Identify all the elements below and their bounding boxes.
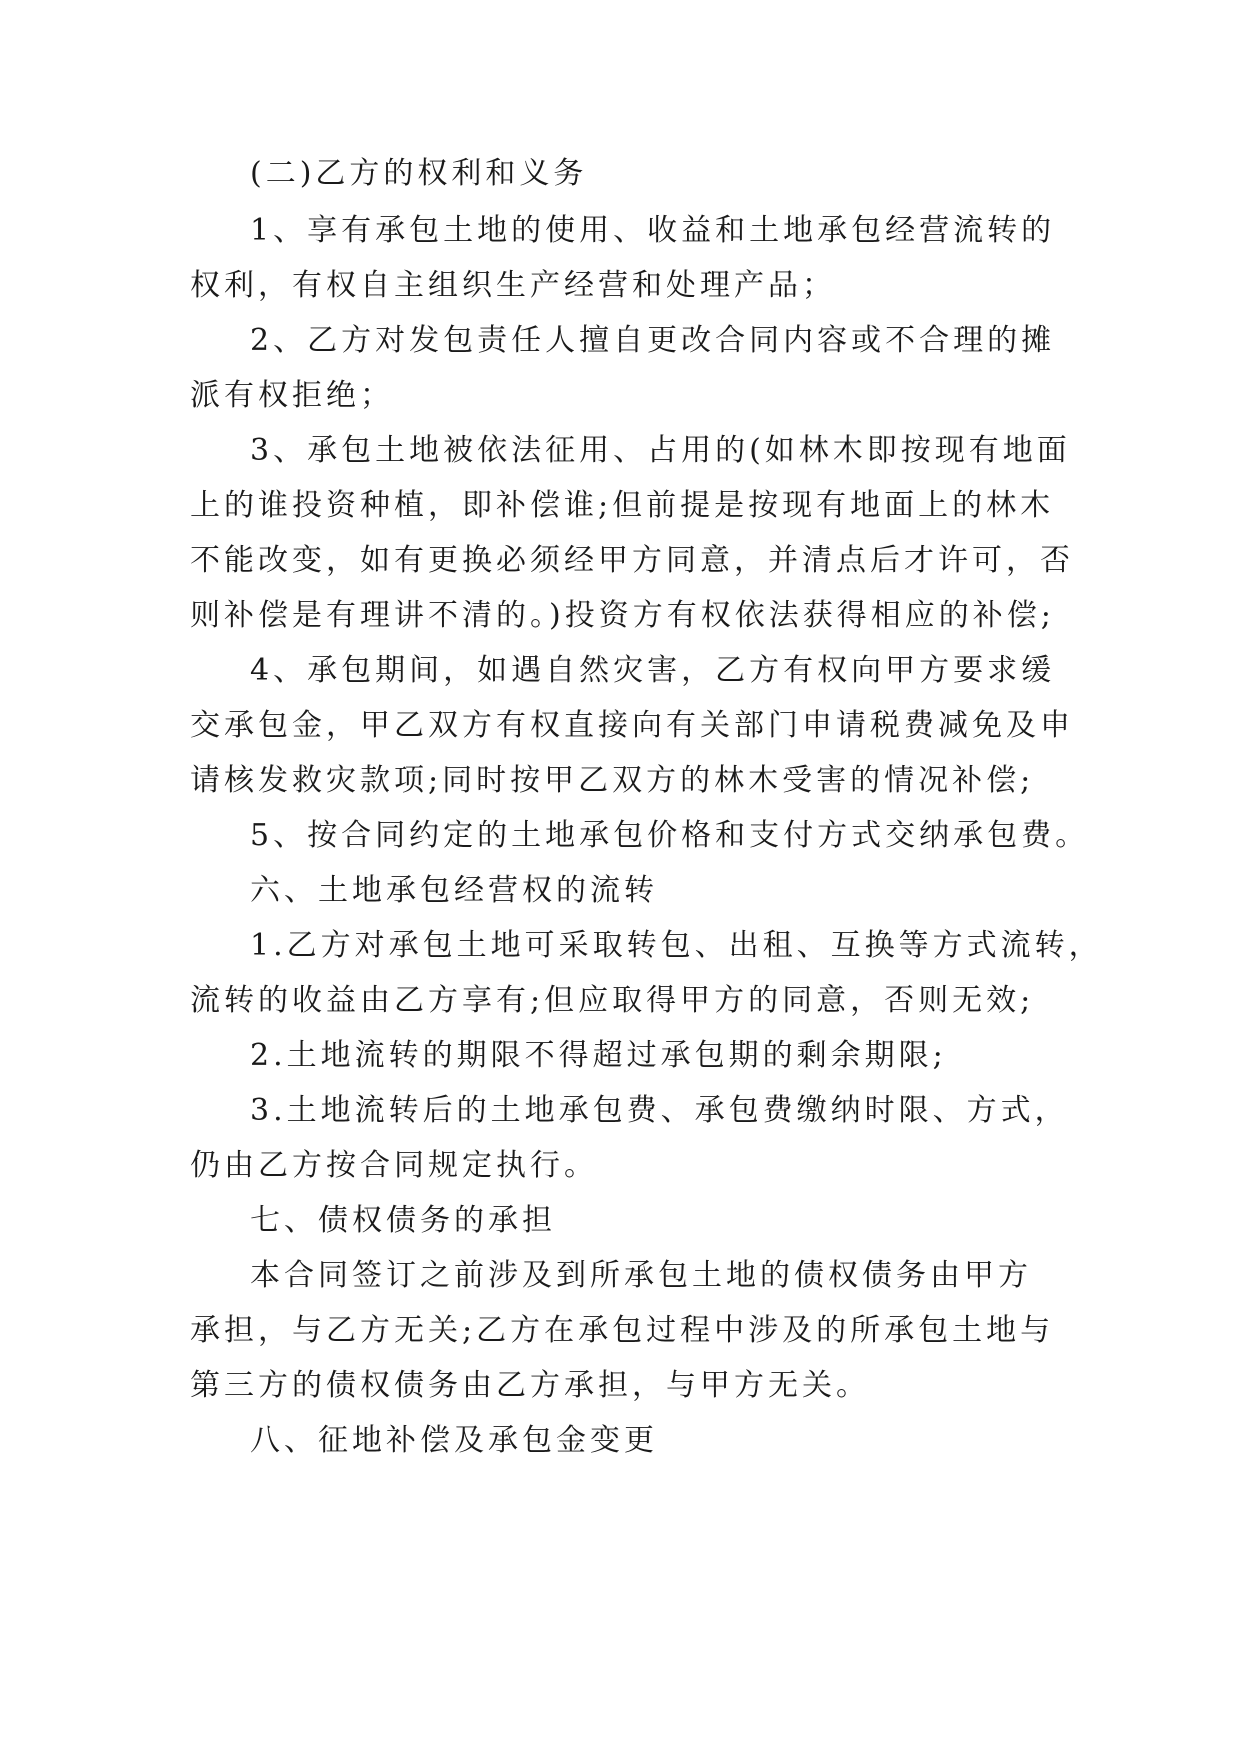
section-heading-land-transfer: 六、土地承包经营权的流转	[250, 873, 658, 908]
paragraph-line: 派有权拒绝；	[190, 378, 394, 413]
paragraph-line: 本合同签订之前涉及到所承包土地的债权债务由甲方	[250, 1258, 1032, 1293]
paragraph-line: 1.乙方对承包土地可采取转包、出租、互换等方式流转，	[250, 928, 1103, 963]
paragraph-line: 第三方的债权债务由乙方承担，与甲方无关。	[190, 1368, 870, 1403]
section-heading-debts: 七、债权债务的承担	[250, 1203, 556, 1238]
paragraph-line: 2.土地流转的期限不得超过承包期的剩余期限;	[250, 1038, 947, 1073]
paragraph-line: 5、按合同约定的土地承包价格和支付方式交纳承包费。	[250, 818, 1090, 853]
paragraph-line: 承担，与乙方无关;乙方在承包过程中涉及的所承包土地与	[190, 1313, 1055, 1348]
paragraph-line: 4、承包期间，如遇自然灾害，乙方有权向甲方要求缓	[250, 653, 1056, 688]
paragraph-line: 仍由乙方按合同规定执行。	[190, 1148, 598, 1183]
paragraph-line: 1、享有承包土地的使用、收益和土地承包经营流转的	[250, 213, 1056, 248]
paragraph-line: 不能改变，如有更换必须经甲方同意，并清点后才许可，否	[190, 543, 1074, 578]
paragraph-line: 权利，有权自主组织生产经营和处理产品；	[190, 268, 836, 303]
paragraph-line: 流转的收益由乙方享有;但应取得甲方的同意，否则无效;	[190, 983, 1035, 1018]
paragraph-line: 则补偿是有理讲不清的。)投资方有权依法获得相应的补偿;	[190, 598, 1055, 633]
paragraph-line: 3.土地流转后的土地承包费、承包费缴纳时限、方式，	[250, 1093, 1069, 1128]
paragraph-line: 请核发救灾款项;同时按甲乙双方的林木受害的情况补偿;	[190, 763, 1035, 798]
section-heading-compensation: 八、征地补偿及承包金变更	[250, 1423, 658, 1458]
paragraph-line: 交承包金，甲乙双方有权直接向有关部门申请税费减免及申	[190, 708, 1074, 743]
paragraph-line: 3、承包土地被依法征用、占用的(如林木即按现有地面	[250, 433, 1071, 468]
paragraph-line: 上的谁投资种植，即补偿谁;但前提是按现有地面上的林木	[190, 488, 1055, 523]
section-heading-party-b-rights: (二)乙方的权利和义务	[250, 156, 588, 191]
paragraph-line: 2、乙方对发包责任人擅自更改合同内容或不合理的摊	[250, 323, 1056, 358]
